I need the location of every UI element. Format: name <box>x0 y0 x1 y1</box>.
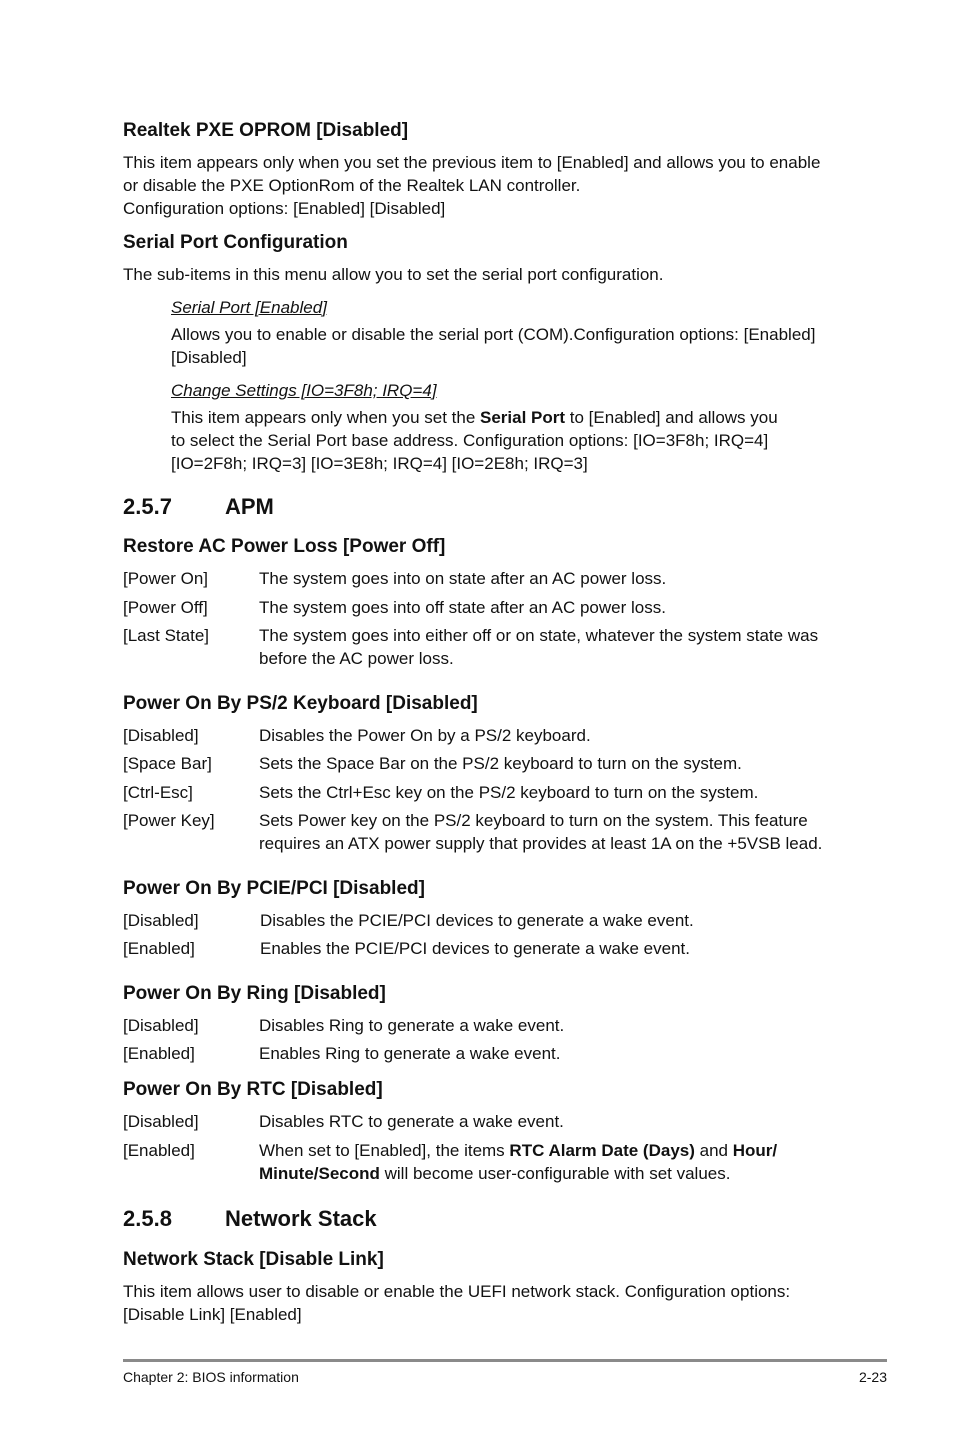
ps2-desc-4a: Sets Power key on the PS/2 keyboard to turn on the system. This feature <box>259 811 808 830</box>
change-settings-line-2: to select the Serial Port base address. Configuration options: [IO=3F8h; IRQ=4] <box>171 431 769 450</box>
restore-desc-1: The system goes into on state after an AC power loss. <box>259 569 667 588</box>
rtc-minute-second-bold: Minute/Second <box>259 1164 380 1183</box>
section-title-apm: APM <box>225 494 274 519</box>
ps2-heading: Power On By PS/2 Keyboard [Disabled] <box>123 693 478 714</box>
section-title-network: Network Stack <box>225 1206 377 1231</box>
rtc-desc-2b <box>259 1162 730 1185</box>
restore-option-3: [Last State] <box>123 626 209 645</box>
footer-page-number: 2-23 <box>858 1369 887 1385</box>
pxe-line-2: or disable the PXE OptionRom of the Realtek LAN controller. <box>123 176 581 195</box>
serial-port-line-2: [Disabled] <box>171 348 247 367</box>
ps2-option-4: [Power Key] <box>123 811 215 830</box>
section-number-network: 2.5.8 <box>123 1206 172 1231</box>
ps2-option-2: [Space Bar] <box>123 754 212 773</box>
pxe-line-1: This item appears only when you set the previous item to [Enabled] and allows you to enable <box>123 153 821 172</box>
rtc-hour-bold: Hour/ <box>732 1141 778 1160</box>
serial-intro: The sub-items in this menu allow you to set the serial port configuration. <box>123 265 664 284</box>
rtc-option-1: [Disabled] <box>123 1112 199 1131</box>
serial-port-subtitle: Serial Port [Enabled] <box>171 298 327 317</box>
restore-option-2: [Power Off] <box>123 598 208 617</box>
rtc-heading: Power On By RTC [Disabled] <box>123 1079 383 1100</box>
change-pre-text: This item appears only when you set the <box>171 408 480 427</box>
pcie-option-1: [Disabled] <box>123 911 199 930</box>
serial-heading: Serial Port Configuration <box>123 232 348 253</box>
rtc-desc-1: Disables RTC to generate a wake event. <box>259 1112 564 1131</box>
change-settings-line-1 <box>171 406 778 429</box>
serial-port-bold: Serial Port <box>480 408 566 427</box>
ps2-desc-2: Sets the Space Bar on the PS/2 keyboard to turn on the system. <box>259 754 742 773</box>
pxe-heading: Realtek PXE OPROM [Disabled] <box>123 120 409 141</box>
ps2-option-3: [Ctrl-Esc] <box>123 783 193 802</box>
restore-option-1: [Power On] <box>123 569 209 588</box>
restore-desc-3a: The system goes into either off or on state, whatever the system state was <box>259 626 819 645</box>
ring-desc-1: Disables Ring to generate a wake event. <box>259 1016 565 1035</box>
change-settings-subtitle: Change Settings [IO=3F8h; IRQ=4] <box>171 381 437 400</box>
pcie-option-2: [Enabled] <box>123 939 195 958</box>
ring-option-2: [Enabled] <box>123 1044 195 1063</box>
ps2-desc-1: Disables the Power On by a PS/2 keyboard. <box>259 726 591 745</box>
network-line-1: This item allows user to disable or enable the UEFI network stack. Configuration options: <box>123 1282 791 1301</box>
rtc-option-2: [Enabled] <box>123 1141 195 1160</box>
section-number-apm: 2.5.7 <box>123 494 172 519</box>
ring-heading: Power On By Ring [Disabled] <box>123 983 386 1004</box>
network-line-2: [Disable Link] [Enabled] <box>123 1305 302 1324</box>
ring-option-1: [Disabled] <box>123 1016 199 1035</box>
ring-desc-2: Enables Ring to generate a wake event. <box>259 1044 561 1063</box>
restore-heading: Restore AC Power Loss [Power Off] <box>123 536 446 557</box>
change-post-text: to [Enabled] and allows you <box>565 408 778 427</box>
ps2-desc-3: Sets the Ctrl+Esc key on the PS/2 keyboard to turn on the system. <box>259 783 759 802</box>
restore-desc-2: The system goes into off state after an AC power loss. <box>259 598 666 617</box>
serial-port-line-1: Allows you to enable or disable the serial port (COM).Configuration options: [Enabled] <box>171 325 816 344</box>
rtc-desc-post: will become user-configurable with set values. <box>379 1164 731 1183</box>
rtc-desc-mid: and <box>694 1141 733 1160</box>
pcie-desc-2: Enables the PCIE/PCI devices to generate a wake event. <box>260 939 690 958</box>
restore-desc-3b: before the AC power loss. <box>259 649 454 668</box>
pxe-line-3: Configuration options: [Enabled] [Disabled] <box>123 199 446 218</box>
rtc-desc-pre: When set to [Enabled], the items <box>259 1141 510 1160</box>
rtc-alarm-date-bold: RTC Alarm Date (Days) <box>509 1141 695 1160</box>
ps2-desc-4b: requires an ATX power supply that provides at least 1A on the +5VSB lead. <box>259 834 823 853</box>
pcie-desc-1: Disables the PCIE/PCI devices to generate a wake event. <box>260 911 694 930</box>
network-heading: Network Stack [Disable Link] <box>123 1249 384 1270</box>
footer-rule <box>123 1359 887 1362</box>
change-settings-line-3: [IO=2F8h; IRQ=3] [IO=3E8h; IRQ=4] [IO=2E8h; IRQ=3] <box>171 454 588 473</box>
pcie-heading: Power On By PCIE/PCI [Disabled] <box>123 878 425 899</box>
ps2-option-1: [Disabled] <box>123 726 199 745</box>
rtc-desc-2a <box>259 1139 777 1162</box>
footer-chapter: Chapter 2: BIOS information <box>123 1369 299 1385</box>
